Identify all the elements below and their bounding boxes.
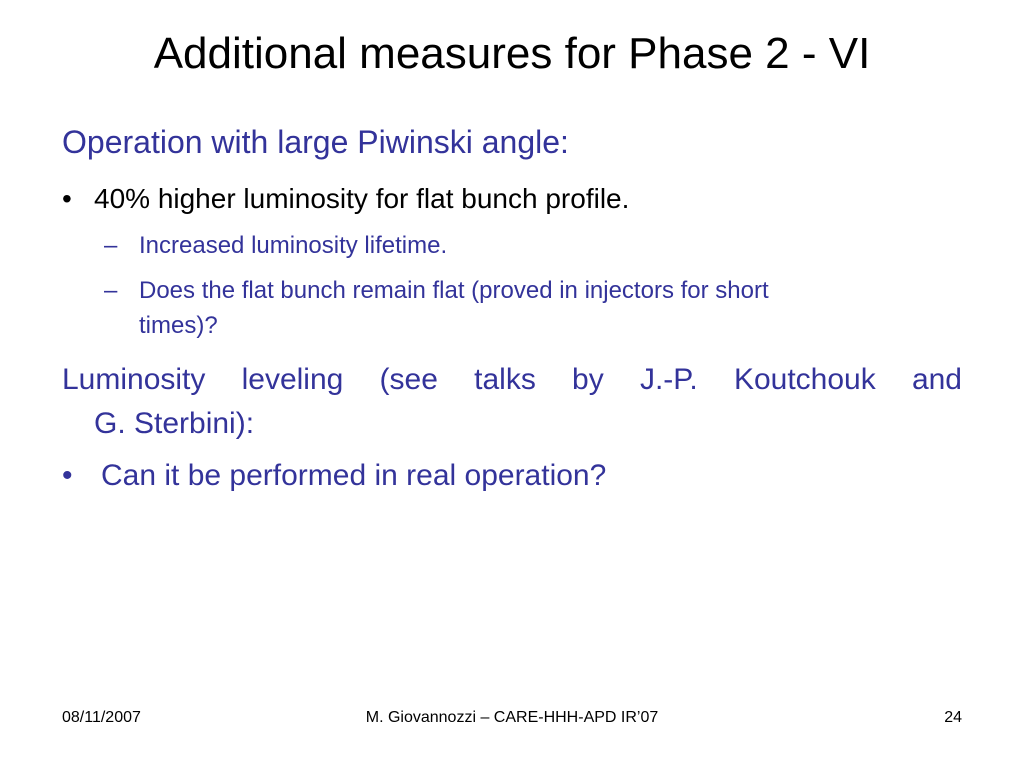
bullet-marker: • [62,183,72,214]
footer-date: 08/11/2007 [62,709,141,726]
bullet-marker: • [62,459,73,492]
section-heading-leveling-continued: G. Sterbini): [94,407,255,440]
footer-page-number: 24 [944,709,962,726]
section-heading-piwinski: Operation with large Piwinski angle: [62,124,569,160]
sub-bullet-dash: – [104,277,118,304]
section-heading-leveling: Luminosity leveling (see talks by J.-P. Koutchouk and [62,363,962,396]
bullet-real-operation: Can it be performed in real operation? [101,459,607,492]
bullet-luminosity-flat-bunch: 40% higher luminosity for flat bunch profile. [94,183,630,214]
sub-bullet-lifetime: Increased luminosity lifetime. [139,232,448,259]
slide-title: Additional measures for Phase 2 - VI [153,29,871,78]
sub-bullet-flat-bunch-question: Does the flat bunch remain flat (proved in injectors for short [139,277,769,304]
sub-bullet-dash: – [104,232,118,259]
sub-bullet-flat-bunch-question-continued: times)? [139,312,218,339]
footer-author: M. Giovannozzi – CARE-HHH-APD IR’07 [365,709,659,726]
